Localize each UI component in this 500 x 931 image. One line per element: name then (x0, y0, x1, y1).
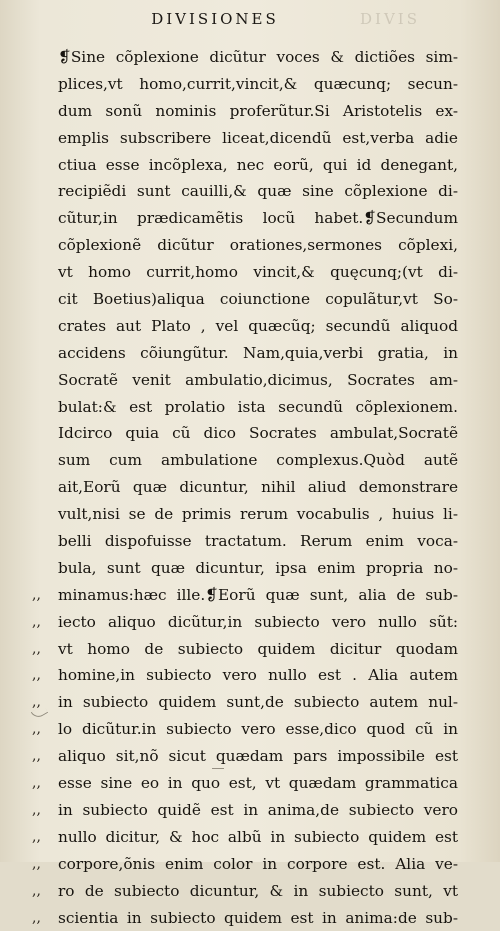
line-text: Socratẽ venit ambulatio,dicimus, Socrates am- (58, 371, 458, 389)
text-line (58, 232, 458, 259)
line-text: vt homo de subiecto quidem dicitur quodam (58, 640, 458, 658)
text-line (58, 689, 458, 716)
text-line (58, 528, 458, 555)
body-text (58, 44, 458, 931)
text-line (58, 662, 458, 689)
text-line (58, 636, 458, 663)
text-line (58, 447, 458, 474)
line-text: iecto aliquo dicũtur,in subiecto vero nullo sũt: (58, 613, 458, 631)
line-text: cũtur,in prædicamẽtis locũ habet.❡Secundum (58, 209, 458, 227)
line-text: nullo dicitur, & hoc albũ in subiecto quidem est (58, 828, 458, 846)
text-line (58, 205, 458, 232)
text-line (58, 367, 458, 394)
line-text: bula, sunt quæ dicuntur, ipsa enim propria no- (58, 559, 458, 577)
quotation-mark: ,, (32, 878, 41, 905)
text-line (58, 582, 458, 609)
quotation-mark: ,, (32, 689, 41, 716)
line-text: accidens cõiungũtur. Nam,quia,verbi gratia, in (58, 344, 458, 362)
text-line (58, 44, 458, 71)
line-text: bulat:& est prolatio ista secundũ cõplexionem. (58, 398, 458, 416)
line-text: cit Boetius)aliqua coiunctione copulãtur,vt So- (58, 290, 458, 308)
line-text: crates aut Plato , vel quæcũq; secundũ aliquod (58, 317, 458, 335)
quotation-mark: ,, (32, 770, 41, 797)
text-line (58, 286, 458, 313)
text-line (58, 851, 458, 878)
quotation-mark: ,, (32, 609, 41, 636)
bleed-through-text: DIVIS (360, 10, 500, 28)
text-line (58, 340, 458, 367)
text-line (58, 420, 458, 447)
quotation-mark: ,, (32, 636, 41, 663)
line-text: lo dicũtur.in subiecto vero esse,dico quod cũ in (58, 720, 458, 738)
line-text: ctiua esse incõplexa, nec eorũ, qui id denegant, (58, 156, 458, 174)
quotation-mark: ,, (32, 824, 41, 851)
line-text: in subiecto quidẽ est in anima,de subiecto vero (58, 801, 458, 819)
line-text: in subiecto quidem sunt,de subiecto autem nul- (58, 693, 458, 711)
line-text: corpore,õnis enim color in corpore est. Alia ve- (58, 855, 458, 873)
text-line (58, 98, 458, 125)
running-head: DIVISIONES (0, 10, 430, 28)
text-line (58, 152, 458, 179)
text-line (58, 313, 458, 340)
quotation-mark: ,, (32, 797, 41, 824)
quotation-mark: ,, (32, 582, 41, 609)
line-text: ro de subiecto dicuntur, & in subiecto sunt, vt (58, 882, 458, 900)
line-text: scientia in subiecto quidem est in anima:de sub- (58, 909, 458, 927)
quotation-mark: ,, (32, 905, 41, 931)
line-text: homine,in subiecto vero nullo est . Alia autem (58, 666, 458, 684)
line-text: esse sine eo in quo est, vt quædam grammatica (58, 774, 458, 792)
quotation-mark: ,, (32, 716, 41, 743)
text-line (58, 797, 458, 824)
line-text: aliquo sit,nõ sicut quædam pars impossibile est (58, 747, 458, 765)
line-text: dum sonũ nominis proferũtur.Si Aristotelis ex- (58, 102, 458, 120)
signature-mark (212, 768, 224, 772)
line-text: belli dispofuisse tractatum. Rerum enim voca- (58, 532, 458, 550)
text-line (58, 474, 458, 501)
text-line (58, 770, 458, 797)
line-text: emplis subscribere liceat,dicendũ est,verba adie (58, 129, 458, 147)
line-text: cõplexionẽ dicũtur orationes,sermones cõplexi, (58, 236, 458, 254)
text-line (58, 394, 458, 421)
line-text: plices,vt homo,currit,vincit,& quæcunq; secun- (58, 75, 458, 93)
line-text: vt homo currit,homo vincit,& quęcunq;(vt di- (58, 263, 458, 281)
text-line (58, 824, 458, 851)
text-line (58, 259, 458, 286)
line-text: vult,nisi se de primis rerum vocabulis , huius li- (58, 505, 458, 523)
text-line (58, 71, 458, 98)
line-text: Idcirco quia cũ dico Socrates ambulat,Socratẽ (58, 424, 458, 442)
text-line (58, 716, 458, 743)
text-line (58, 178, 458, 205)
line-text: ❡Sine cõplexione dicũtur voces & dictiões sim- (58, 48, 458, 66)
line-text: ait,Eorũ quæ dicuntur, nihil aliud demonstrare (58, 478, 458, 496)
text-line (58, 501, 458, 528)
text-line (58, 905, 458, 931)
text-line (58, 878, 458, 905)
text-line (58, 743, 458, 770)
text-line (58, 555, 458, 582)
line-text: minamus:hæc ille.❡Eorũ quæ sunt, alia de sub- (58, 586, 458, 604)
line-text: recipiẽdi sunt cauilli,& quæ sine cõplexione di- (58, 182, 458, 200)
quotation-mark: ,, (32, 662, 41, 689)
line-text: sum cum ambulatione complexus.Quòd autẽ (58, 451, 458, 469)
quotation-mark: ,, (32, 743, 41, 770)
text-line (58, 125, 458, 152)
quotation-mark: ,, (32, 851, 41, 878)
text-line (58, 609, 458, 636)
